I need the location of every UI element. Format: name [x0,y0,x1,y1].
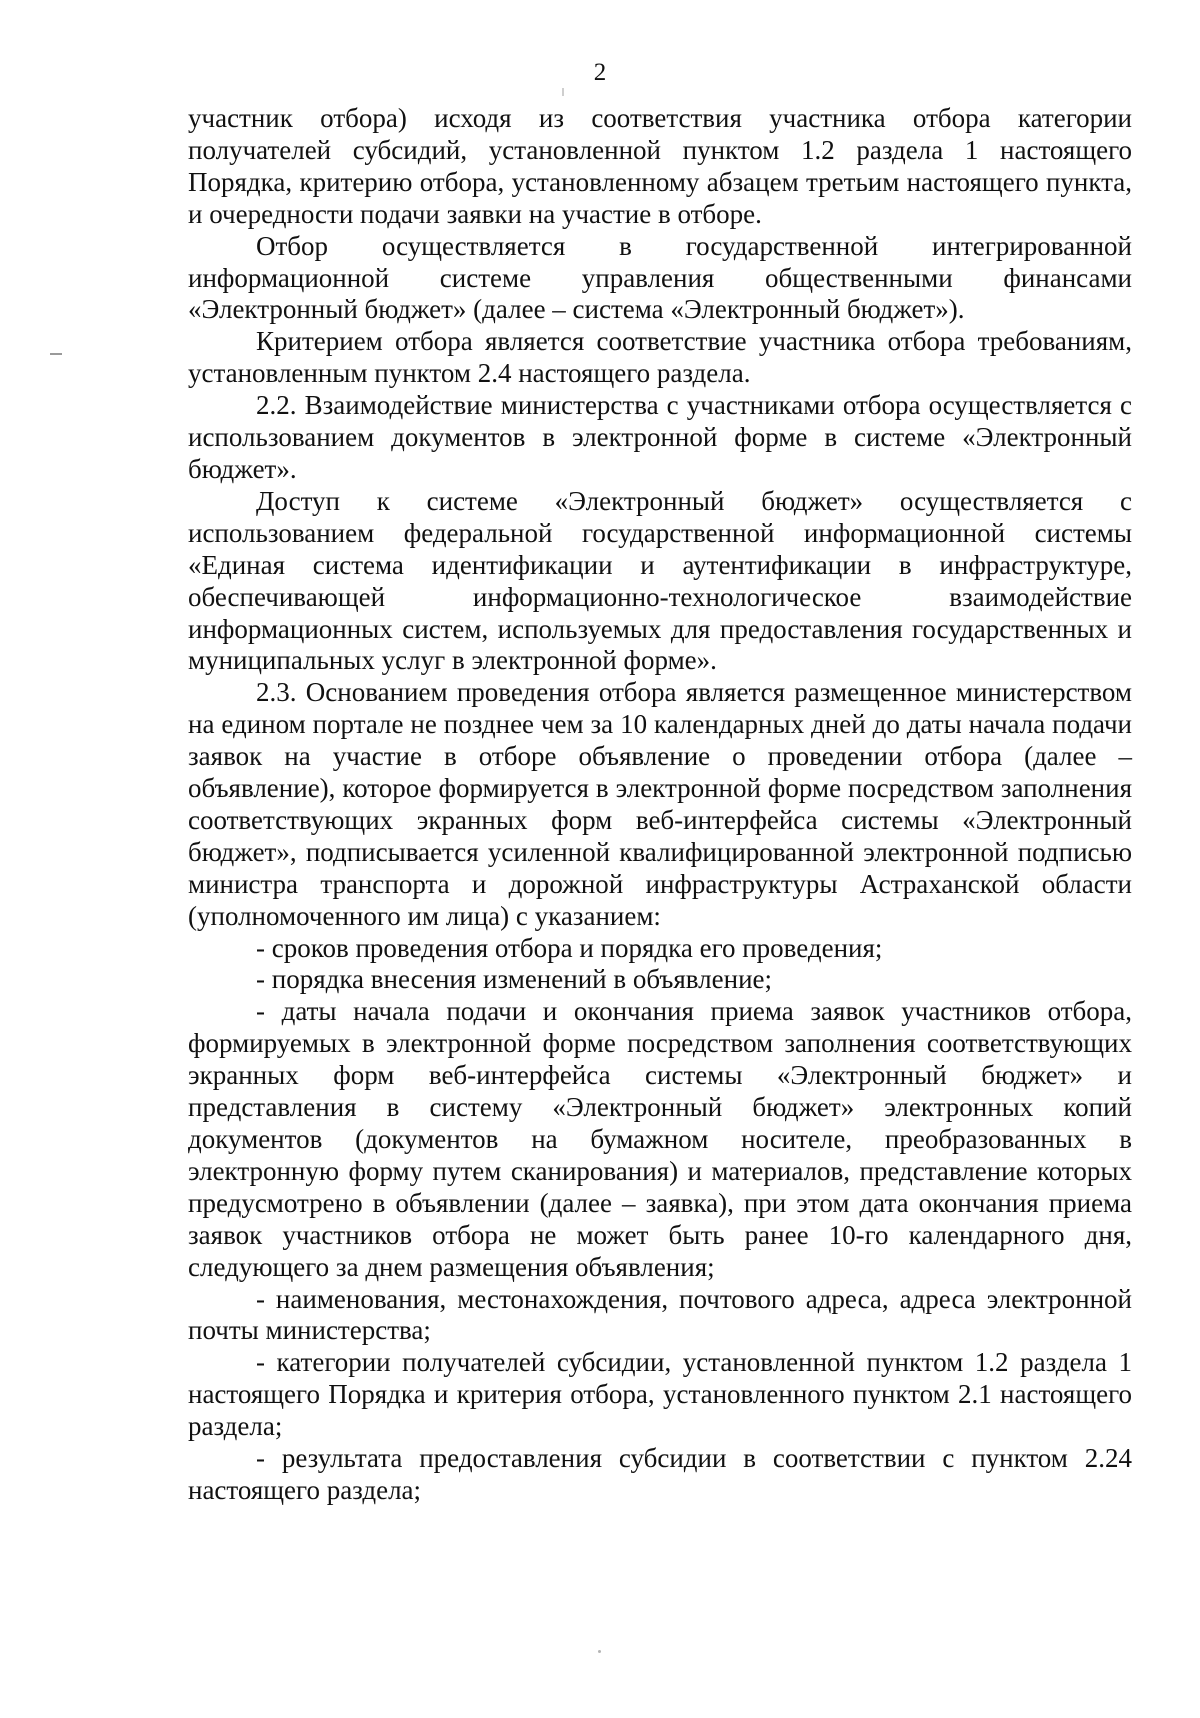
list-item-application-dates: - даты начала подачи и окончания приема заявок участников отбора, формируемых в электронной форме посредством заполнения соответствующих экранных форм веб-интерфейса системы «Электронный бюджет» и представления в систему «Электронный бюджет» электронных копий документов (документов на бумажном носителе, преобразованных в электронную форму путем сканирования) и материалов, представление которых предусмотрено в объявлении (далее – заявка), при этом дата окончания приема заявок участников отбора не может быть ранее 10-го календарного дня, следующего за днем размещения объявления; [188,996,1132,1282]
scan-mark [50,353,62,355]
list-item-selection-terms: - сроков проведения отбора и порядка его проведения; [256,932,883,963]
list-item-subsidy-result: - результата предоставления субсидии в соответствии с пунктом 2.24 настоящего раздела; [188,1443,1132,1505]
paragraph-selection-criterion: Критерием отбора является соответствие участника отбора требованиям, установленным пунктом 2.4 настоящего раздела. [188,326,1132,389]
document-body [188,103,1132,1507]
list-item-announcement-changes: - порядка внесения изменений в объявление; [256,964,773,995]
list-item-ministry-contacts: - наименования, местонахождения, почтового адреса, адреса электронной почты министерства; [188,1283,1132,1346]
paragraph-electronic-budget-system: Отбор осуществляется в государственной интегрированной информационной системе управления общественными финансами «Электронный бюджет» (далее – система «Электронный бюджет»). [188,230,1132,325]
paragraph-system-access: Доступ к системе «Электронный бюджет» осуществляется с использованием федеральной государственной информационной системы «Единая система идентификации и аутентификации в инфраструктуре, обеспечивающей информационно-технологическое взаимодействие информационных систем, используемых для предоставления государственных и муниципальных услуг в электронной форме». [188,485,1132,676]
scan-speck [598,1650,601,1653]
paragraph-2-2: 2.2. Взаимодействие министерства с участниками отбора осуществляется с использованием документов в электронной форме в системе «Электронный бюджет». [188,390,1132,484]
paragraph-2-3: 2.3. Основанием проведения отбора является размещенное министерством на едином портале не позднее чем за 10 календарных дней до даты начала подачи заявок на участие в отборе объявление о проведении отбора (далее – объявление), которое формируется в электронной форме посредством заполнения соответствующих экранных форм веб-интерфейса системы «Электронный бюджет», подписывается усиленной квалифицированной электронной подписью министра транспорта и дорожной инфраструктуры Астраханской области (уполномоченного им лица) с указанием: [188,677,1132,931]
list-item-recipient-category: - категории получателей субсидии, установленной пунктом 1.2 раздела 1 настоящего Порядка и критерия отбора, установленного пунктом 2.1 настоящего раздела; [188,1347,1132,1442]
paragraph-continuation: участник отбора) исходя из соответствия участника отбора категории получателей субсидий, установленной пунктом 1.2 раздела 1 настоящего Порядка, критерию отбора, установленному абзацем третьим настоящего пункта, и очередности подачи заявки на участие в отборе. [188,103,1132,229]
page-number: 2 [593,59,607,86]
scan-speck [562,88,564,96]
